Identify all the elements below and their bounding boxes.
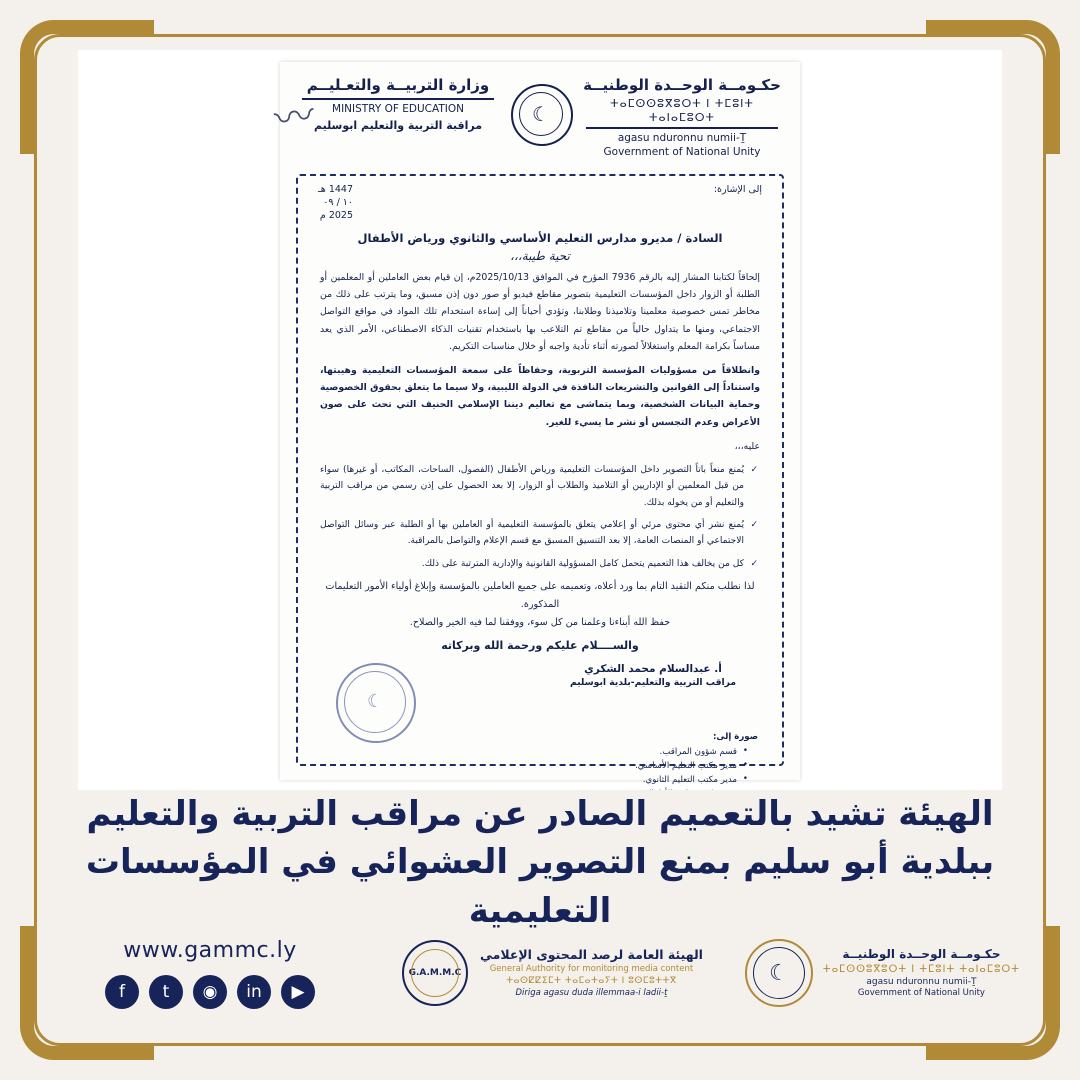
authority-text bbox=[480, 947, 703, 999]
letterhead-government-block bbox=[582, 76, 782, 160]
document-body bbox=[292, 269, 788, 455]
official-stamp bbox=[322, 657, 442, 747]
letterhead-ministry-english: MINISTRY OF EDUCATION bbox=[332, 102, 464, 115]
handwritten-signature: 〰 bbox=[271, 92, 318, 144]
emblem-crescent-icon: ☾ bbox=[519, 92, 563, 136]
authority-tifinagh: ⵜⴰⵙⵇⵇⵉⵎⵜ ⵜⴰⵎⴰⵜⴰⵢⵜ ⵏ ⵓⵙⵎⵓⵜⵜⴳ bbox=[506, 976, 677, 987]
letterhead-rule-left bbox=[302, 98, 494, 100]
document-reference-block bbox=[714, 184, 762, 223]
letterhead-department: مراقبة التربية والتعليم ابوسليم bbox=[313, 118, 483, 132]
document-rule-item: ✓ كل من يخالف هذا التعميم يتحمل كامل المسؤولية القانونية والإدارية المترتبة على ذلك. bbox=[320, 556, 758, 572]
document-rules-list bbox=[292, 462, 788, 572]
letterhead-ministry-block bbox=[298, 76, 498, 133]
authority-arabic: الهيئة العامة لرصد المحتوى الإعلامي bbox=[479, 947, 703, 963]
document-closing-1: لذا نطلب منكم التقيد التام بما ورد أعلاه، وتعميمه على جميع العاملين بالمؤسسة وإبلاغ أولياء الأمور التعليمات المذكورة. bbox=[325, 581, 755, 611]
document-closing-2: حفظ الله أبناءنا وعلمنا من كل سوء، ووفقنا لما فيه الخير والصلاح. bbox=[409, 617, 671, 629]
twitter-icon[interactable]: t bbox=[149, 975, 183, 1009]
cc-list-item: • مدير مكتب التعليم الأساسي. bbox=[322, 760, 748, 774]
authority-english: General Authority for monitoring media content bbox=[489, 963, 694, 974]
letterhead-rule-right bbox=[586, 127, 778, 129]
signer-name: أ. عبدالسلام محمد الشكري bbox=[584, 662, 722, 675]
stamp-crescent-icon: ☾ bbox=[344, 671, 406, 733]
document-addressee: السادة / مديرو مدارس التعليم الأساسي والثانوي ورياض الأطفال bbox=[357, 231, 723, 245]
letterhead-gov-tifinagh: ⵜⴰⵎⵙⵙⵓⴳⵓⵔⵜ ⵏ ⵜⵎⵓⵏⵜ ⵜⴰⵏⴰⵎⵓⵔⵜ bbox=[610, 96, 754, 124]
state-emblem-icon bbox=[505, 76, 575, 158]
footer-government-block bbox=[745, 939, 1020, 1007]
document-paragraph-1: إلحاقاً لكتابنا المشار إليه بالرقم 7936 المؤرخ في الموافق 2025/10/13م، إن قيام بعض العاملين أو المعلمين أو الطلبة أو الزوار داخل المؤسسات التعليمية بتصوير مقاطع فيديو أو صور دون إذن مسبق، وما يترتب على ذلك من مخاطر تمس خصوصية معلمينا وتلاميذنا وطلابنا، وتؤدي أحياناً إلى إساءة استخدام تلك المواد في مواقع التواصل الاجتماعي، ومنها ما يتداول حالياً من مقاطع تم التلاعب بها باستخدام تقنيات الذكاء الاصطناعي، الأمر الذي يعد مساساً بكرامة المعلم واستغلالاً لصورته أثناء تأدية واجبه أو خلال مناسبات التكريم. bbox=[320, 272, 760, 352]
government-seal-icon: ☾ bbox=[745, 939, 813, 1007]
poster-footer bbox=[60, 918, 1020, 1028]
government-text bbox=[823, 946, 1020, 999]
document-date-hijri: 1447 هـ bbox=[318, 184, 354, 195]
document-date-day-month: ١٠ / ٠٩ bbox=[323, 197, 354, 208]
letterhead-gov-arabic: حكـومــة الوحــدة الوطنيــة bbox=[583, 76, 781, 94]
letterhead-ministry-arabic: وزارة التربيــة والتعـليــم bbox=[306, 76, 490, 94]
document-letterhead bbox=[292, 72, 788, 172]
authority-logo-icon: G.A.M.M.C bbox=[402, 940, 468, 1006]
document-meta bbox=[292, 178, 788, 223]
poster-caption: الهيئة تشيد بالتعميم الصادر عن مراقب التربية والتعليم ببلدية أبو سليم بمنع التصوير العشوائي في المؤسسات التعليمية bbox=[85, 794, 995, 931]
cc-list-item: • قسم شؤون المراقب. bbox=[322, 746, 748, 760]
document-date-block bbox=[318, 184, 353, 223]
government-latin: agasu nduronnu numii-Ṯ bbox=[866, 977, 977, 988]
document-closing bbox=[292, 578, 788, 657]
document-rule-item: ✓ يُمنع منعاً باتاً التصوير داخل المؤسسات التعليمية ورياض الأطفال (الفصول، الساحات، المكاتب، أو غيرها) سواء من قبل المعلمين أو الإداريين أو التلاميذ والطلاب أو الزوار، إلا بعد الحصول على إذن رسمي من مراقب التربية والتعليم أو من يخوله بذلك. bbox=[320, 462, 758, 511]
government-english: Government of National Unity bbox=[857, 988, 985, 999]
cc-list-item: • مدير مكتب التعليم الثانوي. bbox=[322, 774, 748, 788]
letterhead-gov-latin: agasu nduronnu numii-Ṯ bbox=[617, 132, 747, 145]
footer-authority-block bbox=[402, 940, 703, 1006]
linkedin-icon[interactable]: in bbox=[237, 975, 271, 1009]
instagram-icon[interactable]: ◉ bbox=[193, 975, 227, 1009]
document-rule-item: ✓ يُمنع نشر أي محتوى مرئي أو إعلامي يتعلق بالمؤسسة التعليمية أو العاملين بها أو الطلبة عبر وسائل التواصل الاجتماعي أو المنصات العامة، إلا بعد التنسيق المسبق مع قسم الإعلام والتواصل بالمراقبة. bbox=[320, 517, 758, 550]
document-paragraph-2: وانطلاقاً من مسؤوليات المؤسسة التربوية، وحفاظاً على سمعة المؤسسات التعليمية وهيبتها، واستناداً إلى القوانين والتشريعات النافذة في الدولة الليبية، ولا سيما ما يتعلق بحقوق الخصوصية وحماية البيانات الشخصية، وبما يتماشى مع تعاليم ديننا الإسلامي الحنيف التي تحث على صون الأعراض وعدم التجسس أو نشر ما يسيء للغير. bbox=[320, 364, 760, 428]
cc-title: صورة إلى: bbox=[712, 731, 758, 742]
website-url[interactable]: www.gammc.ly bbox=[123, 937, 297, 963]
footer-contact-block bbox=[60, 938, 360, 1009]
youtube-icon[interactable]: ▶ bbox=[281, 975, 315, 1009]
document-after-word: عليه،،، bbox=[734, 440, 760, 452]
authority-latin: Diriga agasu duda illemmaa-i ladii-ṯ bbox=[515, 987, 668, 998]
document-image-area bbox=[78, 50, 1002, 790]
official-circular-document bbox=[271, 62, 800, 785]
letterhead-gov-english: Government of National Unity bbox=[603, 146, 761, 159]
document-salutation: تحية طيبة،،، bbox=[510, 249, 570, 263]
document-salam: والســــلام عليكم ورحمة الله وبركاته bbox=[441, 638, 639, 652]
signer-title: مراقب التربية والتعليم-بلدية ابوسليم bbox=[569, 676, 737, 688]
document-date-gregorian: 2025 م bbox=[319, 210, 354, 221]
facebook-icon[interactable]: f bbox=[105, 975, 139, 1009]
document-reference-label: إلى الإشارة: bbox=[713, 184, 762, 195]
cc-list bbox=[322, 746, 758, 790]
social-links bbox=[105, 975, 315, 1009]
government-arabic: حكـومــة الوحــدة الوطنيــة bbox=[842, 947, 1001, 962]
government-tifinagh: ⵜⴰⵎⵙⵙⵓⴳⵓⵔⵜ ⵏ ⵜⵎⵓⵏⵜ ⵜⴰⵏⴰⵎⵓⵔⵜ bbox=[822, 963, 1020, 975]
